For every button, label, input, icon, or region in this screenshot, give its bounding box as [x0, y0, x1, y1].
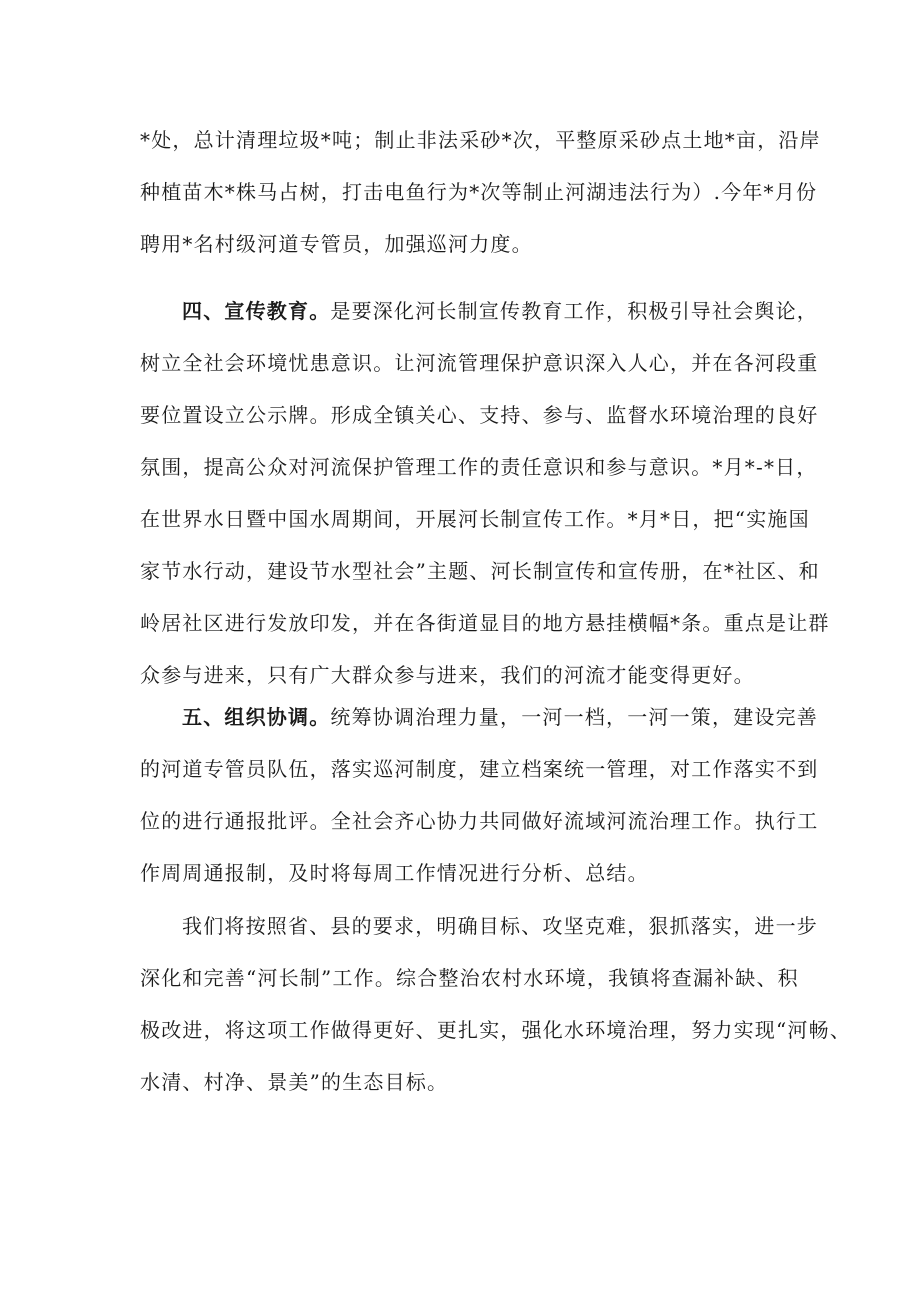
text-fragment: 统筹协调治理力量，一河一档，一河一策，建设完善 — [330, 705, 819, 729]
text-line: 岭居社区进行发放印发，并在各街道显目的地方悬挂横幅*条。重点是让群 — [140, 611, 830, 635]
text-line — [140, 291, 819, 331]
paragraph-river-inspection — [140, 120, 821, 264]
text-line: 聘用*名村级河道专管员，加强巡河力度。 — [140, 232, 533, 256]
paragraph-publicity-education — [140, 291, 830, 695]
text-line: 氛围，提高公众对河流保护管理工作的责任意识和参与意识。*月*-*日， — [140, 455, 818, 479]
text-line: 在世界水日暨中国水周期间，开展河长制宣传工作。*月*日，把“实施国 — [140, 507, 810, 531]
text-line: 位的进行通报批评。全社会齐心协力共同做好流域河流治理工作。执行工 — [140, 809, 819, 833]
text-line: 极改进，将这项工作做得更好、更扎实，强化水环境治理，努力实现“河畅、 — [140, 1018, 852, 1042]
section-heading-coordination: 五、组织协调。 — [182, 705, 331, 729]
text-line: 深化和完善“河长制”工作。综合整治农村水环境，我镇将查漏补缺、积 — [140, 966, 799, 990]
text-line: 种植苗木*株马占树，打击电鱼行为*次等制止河湖违法行为）.今年*月份 — [140, 180, 818, 204]
text-line — [140, 697, 819, 737]
text-line: 众参与进来，只有广大群众参与进来，我们的河流才能变得更好。 — [140, 663, 755, 687]
text-line: 我们将按照省、县的要求，明确目标、攻坚克难，狠抓落实，进一步 — [182, 914, 818, 938]
text-fragment: 是要深化河长制宣传教育工作，积极引导社会舆论， — [330, 299, 819, 323]
text-line: 水清、村净、景美”的生态目标。 — [140, 1070, 449, 1094]
section-heading-publicity: 四、宣传教育。 — [182, 299, 331, 323]
paragraph-closing — [140, 906, 852, 1102]
text-line: 树立全社会环境忧患意识。让河流管理保护意识深入人心，并在各河段重 — [140, 351, 819, 375]
text-line: 作周周通报制，及时将每周工作情况进行分析、总结。 — [140, 861, 649, 885]
text-line: 家节水行动，建设节水型社会”主题、河长制宣传和宣传册，在*社区、和 — [140, 559, 820, 583]
text-line: *处，总计清理垃圾*吨；制止非法采砂*次，平整原采砂点土地*亩，沿岸 — [140, 128, 821, 152]
text-line: 的河道专管员队伍，落实巡河制度，建立档案统一管理，对工作落实不到 — [140, 757, 819, 781]
paragraph-organization-coordination — [140, 697, 819, 893]
text-line: 要位置设立公示牌。形成全镇关心、支持、参与、监督水环境治理的良好 — [140, 403, 819, 427]
